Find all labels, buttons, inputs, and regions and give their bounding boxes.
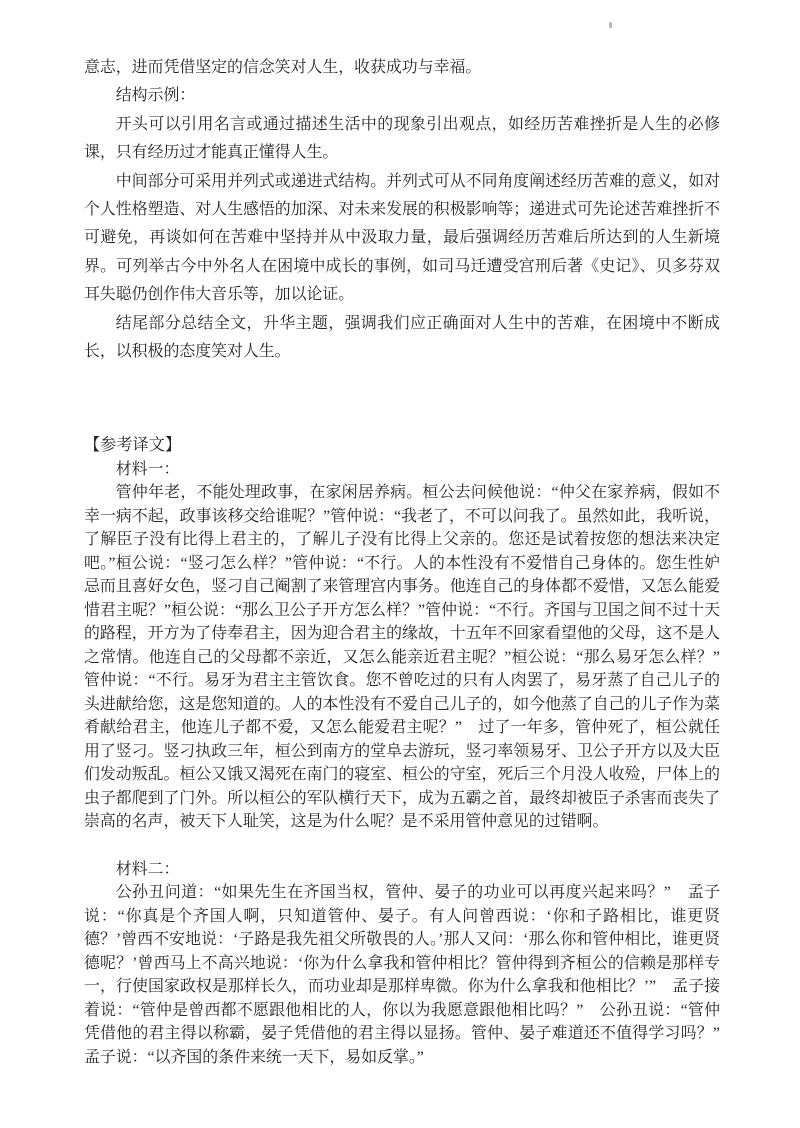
structure-example-label: 结构示例： xyxy=(115,87,196,105)
reference-translation-section xyxy=(84,434,736,1069)
material-1-label: 材料一： xyxy=(115,460,180,478)
material-2-label: 材料二： xyxy=(115,860,180,878)
material-1-translation-text: 管仲年老，不能处理政事，在家闲居养病。桓公去问候他说：“仲父在家养病，假如不幸一病不起，政事该移交给谁呢？”管仲说：“我老了，不可以问我了。虽然如此，我听说，了解臣子没有比得上君主的，了解儿子没有比得上父亲的。您还是试着按您的想法来决定吧。”桓公说：“竖刁怎么样？”管仲说：“不行。人的本性没有不爱惜自己身体的。您生性妒忌而且喜好女色，竖刁自己阉割了来管理宫内事务。他连自己的身体都不爱惜，又怎么能爱惜君主呢？”桓公说：“那么卫公子开方怎么样？”管仲说：“不行。齐国与卫国之间不过十天的路程，开方为了侍奉君主，因为迎合君主的缘故，十五年不回家看望他的父母，这不是人之常情。他连自己的父母都不亲近，又怎么能亲近君主呢？”桓公说：“那么易牙怎么样？”管仲说：“不行。易牙为君主主管饮食。您不曾吃过的只有人肉罢了，易牙蒸了自己儿子的头进献给您，这是您知道的。人的本性没有不爱自己儿子的，如今他蒸了自己的儿子作为菜肴献给君主，他连儿子都不爱，又怎么能爱君主呢？” 过了一年多，管仲死了，桓公就任用了竖刁。竖刁执政三年，桓公到南方的堂阜去游玩，竖刁率领易牙、卫公子开方以及大臣们发动叛乱。桓公又饿又渴死在南门的寝室、桓公的守室，死后三个月没人收殓，尸体上的虫子都爬到了门外。所以桓公的军队横行天下，成为五霸之首，最终却被臣子杀害而丧失了崇高的名声，被天下人耻笑，这是为什么呢？是不采用管仲意见的过错啊。 xyxy=(84,484,720,831)
essay-guide-continuation-paragraph: 意志，进而凭借坚定的信念笑对人生，收获成功与幸福。 xyxy=(84,59,482,76)
essay-opening-paragraph: 开头可以引用名言或通过描述生活中的现象引出观点，如经历苦难挫折是人生的必修课，只有经历过才能真正懂得人生。 xyxy=(84,115,720,162)
material-2-translation-text: 公孙丑问道：“如果先生在齐国当权，管仲、晏子的功业可以再度兴起来吗？” 孟子说：“你真是个齐国人啊，只知道管仲、晏子。有人问曾西说：‘你和子路相比，谁更贤德？’曾西不安地说：‘子路是我先祖父所敬畏的人。’那人又问：‘那么你和管仲相比，谁更贤德呢？’曾西马上不高兴地说：‘你为什么拿我和管仲相比？管仲得到齐桓公的信赖是那样专一，行使国家政权是那样长久，而功业却是那样卑微。你为什么拿我和他相比？’” 孟子接着说：“管仲是曾西都不愿跟他相比的人，你以为我愿意跟他相比吗？” 公孙丑说：“管仲凭借他的君主得以称霸，晏子凭借他的君主得以显扬。管仲、晏子难道还不值得学习吗？” 孟子说：“以齐国的条件来统一天下，易如反掌。” xyxy=(84,884,736,1066)
essay-ending-paragraph: 结尾部分总结全文，升华主题，强调我们应正确面对人生中的苦难，在困境中不断成长，以积极的态度笑对人生。 xyxy=(84,314,720,361)
essay-guide-section xyxy=(84,54,720,366)
reference-translation-heading: 【参考译文】 xyxy=(84,436,182,455)
essay-middle-paragraph: 中间部分可采用并列式或递进式结构。并列式可从不同角度阐述经历苦难的意义，如对个人性格塑造、对人生感悟的加深、对未来发展的积极影响等；递进式可先论述苦难挫折不可避免，再谈如何在苦难中坚持并从中汲取力量，最后强调经历苦难后所达到的人生新境界。可列举古今中外名人在困境中成长的事例，如司马迁遭受宫刑后著《史记》、贝多芬双耳失聪仍创作伟大音乐等，加以论证。 xyxy=(84,172,720,304)
scan-artifact-dot xyxy=(609,22,612,28)
